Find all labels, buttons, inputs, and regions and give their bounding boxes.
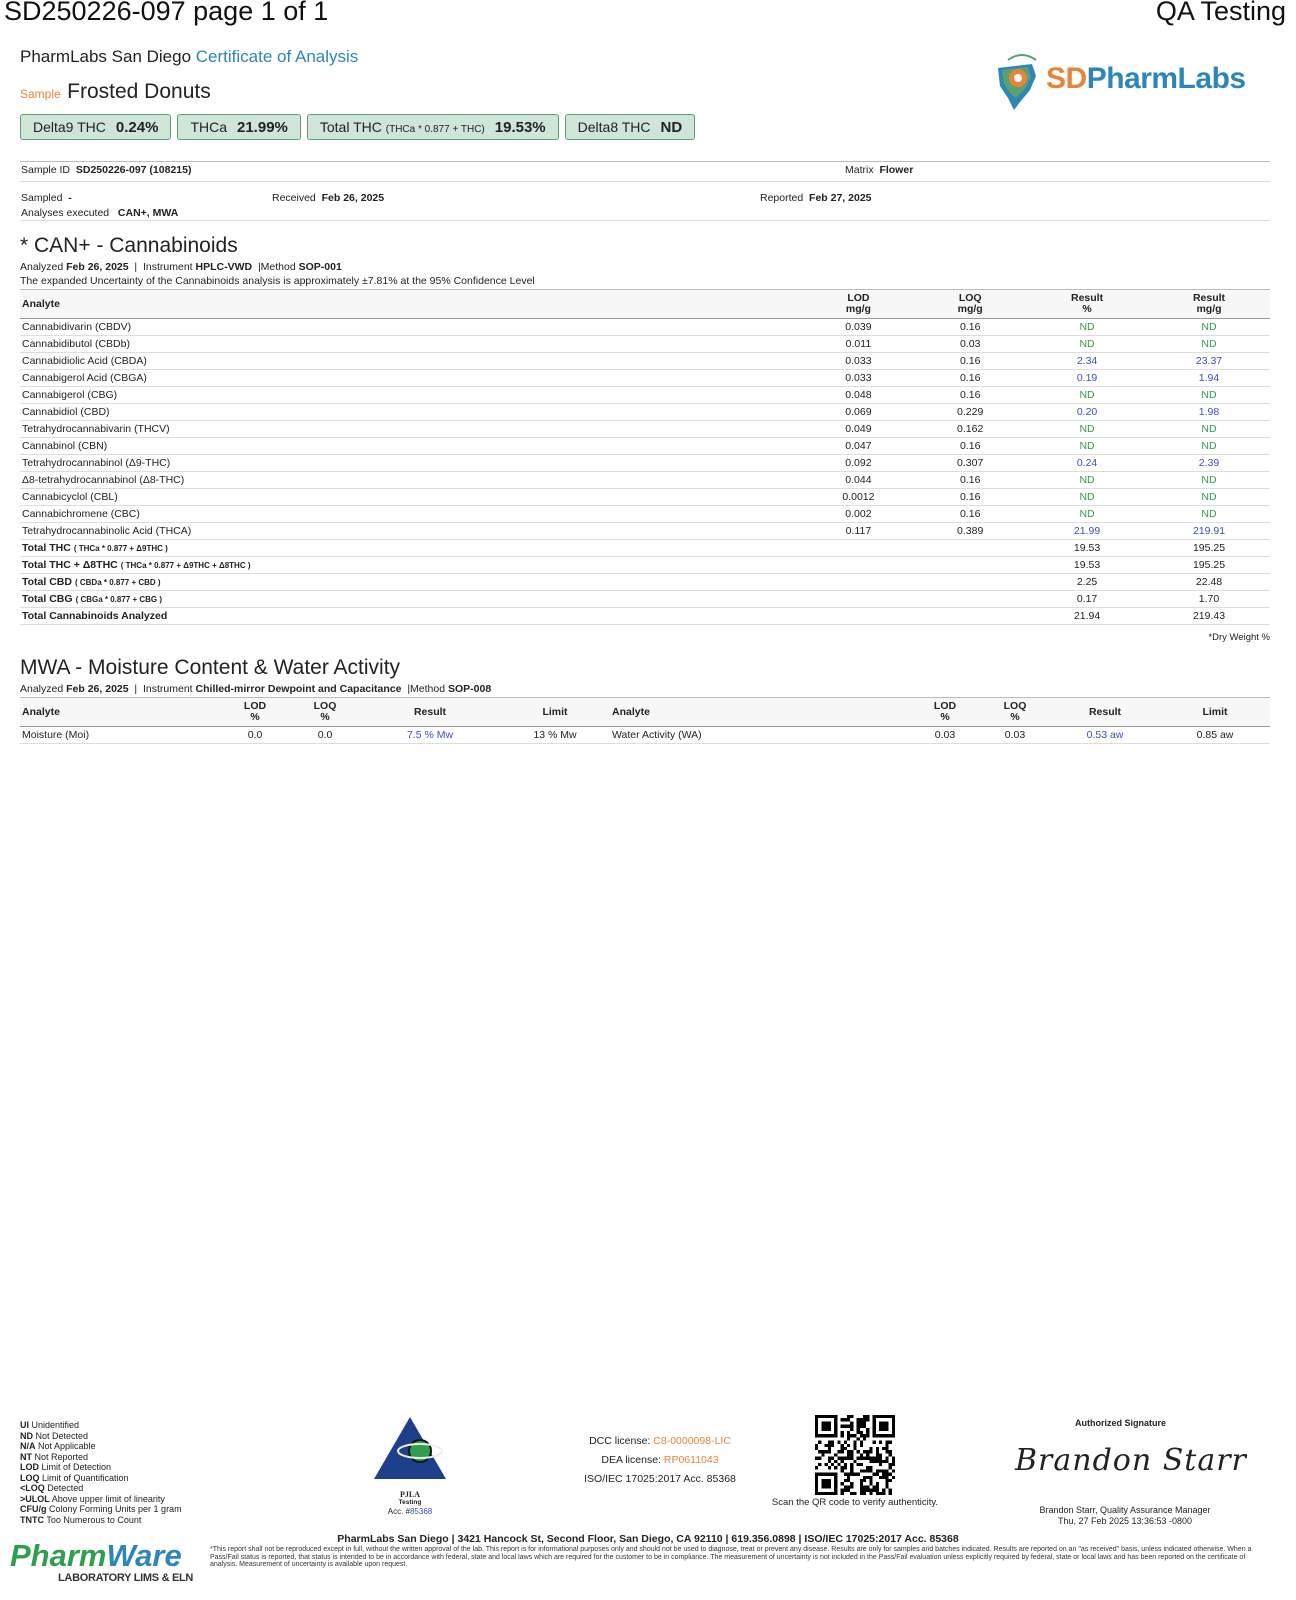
cell-result-pct: ND [1026, 421, 1148, 438]
table-row [20, 472, 1270, 489]
sampled [21, 192, 72, 204]
logo-sd: SD [1046, 62, 1087, 95]
pill-value: 19.53% [494, 118, 546, 136]
cell-lod: 0.048 [803, 387, 915, 404]
signature-label: Authorized Signature [1075, 1418, 1167, 1428]
col-result-label: Result [1192, 292, 1226, 304]
cell-result-mg: 1.98 [1148, 404, 1270, 421]
total-row [20, 574, 1270, 591]
cell-analyte: Cannabichromene (CBC) [20, 506, 803, 523]
sample-id-value: SD250226-097 (108215) [75, 164, 192, 176]
cell-analyte: Tetrahydrocannabinolic Acid (THCA) [20, 523, 803, 540]
california-logo-icon [988, 50, 1052, 114]
analyses-value: CAN+, MWA [117, 207, 179, 219]
legend-abbr: UI [20, 1420, 29, 1430]
cell-loq: 0.03 [914, 336, 1026, 353]
cell-total-analyte [20, 557, 803, 574]
cell-result-pct: ND [1026, 438, 1148, 455]
cell-analyte: Cannabicyclol (CBL) [20, 489, 803, 506]
table-header-row [20, 290, 1270, 319]
pjla-acc-value: 85368 [409, 1507, 433, 1516]
table-row [20, 404, 1270, 421]
table-row [20, 523, 1270, 540]
cell-result-pct: 19.53 [1026, 540, 1148, 557]
cell-loq: 0.16 [914, 353, 1026, 370]
legend-abbr: LOQ [20, 1472, 40, 1483]
analyses-label: Analyses executed [21, 207, 110, 219]
pill-value: 21.99% [237, 118, 288, 136]
cell-analyte: Cannabidiol (CBD) [20, 404, 803, 421]
table-row [20, 455, 1270, 472]
cell-result-pct: 2.34 [1026, 353, 1148, 370]
sampled-value: - [68, 192, 72, 204]
cell-lod: 0.044 [803, 472, 915, 489]
matrix-label: Matrix [845, 164, 874, 176]
uncertainty-note: The expanded Uncertainty of the Cannabinoids analysis is approximately ±7.81% at the 95% Confidence Level [20, 275, 535, 287]
moisture-limit: 13 % Mw [500, 727, 610, 744]
cell-empty [803, 591, 915, 608]
divider [20, 161, 1270, 162]
cell-result-pct: 0.20 [1026, 404, 1148, 421]
table-row [20, 489, 1270, 506]
section-title-moisture: MWA - Moisture Content & Water Activity [20, 656, 401, 679]
analyzed-value: Feb 26, 2025 [66, 683, 129, 695]
total-label: Total CBD [22, 576, 72, 588]
cell-empty [803, 540, 915, 557]
cell-analyte: Cannabigerol (CBG) [20, 387, 803, 404]
instrument-value: HPLC-VWD [195, 261, 253, 273]
brand-ware: Ware [106, 1538, 182, 1573]
cell-empty [914, 591, 1026, 608]
cell-total-analyte [20, 608, 803, 625]
legend-item [20, 1431, 182, 1442]
table-row [20, 370, 1270, 387]
cell-result-mg: 195.25 [1148, 540, 1270, 557]
cell-result-mg: ND [1148, 438, 1270, 455]
legend-desc: Above upper limit of linearity [51, 1493, 165, 1504]
legend-item [20, 1473, 182, 1484]
cell-empty [803, 557, 915, 574]
cell-result-pct: 21.99 [1026, 523, 1148, 540]
table-row [20, 353, 1270, 370]
cell-lod: 0.117 [803, 523, 915, 540]
cell-lod: 0.069 [803, 404, 915, 421]
summary-pills [20, 114, 695, 140]
cell-loq: 0.16 [914, 489, 1026, 506]
dea-license [560, 1451, 760, 1470]
cell-result-pct: ND [1026, 489, 1148, 506]
col-loq-label: LOQ [958, 292, 982, 304]
dcc-label: DCC license: [589, 1435, 651, 1447]
section-title-cannabinoids: * CAN+ - Cannabinoids [20, 234, 238, 257]
doc-title: Certificate of Analysis [195, 47, 359, 66]
lab-name: PharmLabs San Diego [20, 47, 192, 66]
cell-lod: 0.039 [803, 319, 915, 336]
col-lod [803, 290, 915, 319]
cell-loq: 0.16 [914, 438, 1026, 455]
cell-result-pct: 19.53 [1026, 557, 1148, 574]
reported-label: Reported [760, 192, 804, 204]
cell-result-pct: 0.17 [1026, 591, 1148, 608]
table-row [20, 421, 1270, 438]
col-lod-unit: mg/g [845, 303, 871, 315]
col-lod-label: LOD [933, 700, 957, 712]
total-row [20, 608, 1270, 625]
instrument-label: Instrument [143, 261, 193, 273]
col-unit: % [320, 711, 330, 723]
cell-result-mg: ND [1148, 387, 1270, 404]
sample-id [21, 164, 191, 176]
table-row [20, 319, 1270, 336]
matrix [845, 164, 913, 176]
col-analyte: Analyte [20, 290, 803, 319]
col-lod-label: LOD [847, 292, 870, 304]
cell-empty [914, 540, 1026, 557]
legend-item [20, 1452, 182, 1463]
col-loq [290, 698, 360, 727]
col-result-label: Result [1071, 292, 1104, 304]
total-formula: ( CBDa * 0.877 + CBD ) [74, 578, 161, 587]
cell-result-mg: 23.37 [1148, 353, 1270, 370]
cell-result-pct: ND [1026, 336, 1148, 353]
cell-empty [914, 574, 1026, 591]
table-row [20, 506, 1270, 523]
col-result-mg [1148, 290, 1270, 319]
total-label: Total THC [22, 542, 71, 554]
cell-loq: 0.16 [914, 506, 1026, 523]
cell-loq: 0.389 [914, 523, 1026, 540]
water-activity-loq: 0.03 [980, 727, 1050, 744]
matrix-value: Flower [879, 164, 914, 176]
sdpharmlabs-logo [988, 50, 1268, 116]
cell-result-pct: 0.24 [1026, 455, 1148, 472]
legend-item [20, 1483, 182, 1494]
dcc-value: C8-0000098-LIC [653, 1435, 731, 1447]
legend-item [20, 1494, 182, 1505]
cell-loq: 0.16 [914, 387, 1026, 404]
table-row [20, 336, 1270, 353]
moisture-table [20, 697, 1270, 744]
signature-script: Brandon Starr [1015, 1443, 1247, 1478]
legend-abbr: TNTC [20, 1514, 44, 1525]
method-value: SOP-008 [448, 683, 492, 695]
cell-result-mg: 2.39 [1148, 455, 1270, 472]
signature-date: Thu, 27 Feb 2025 13:36:53 -0800 [1057, 1516, 1193, 1526]
col-limit: Limit [500, 698, 610, 727]
pjla-sub: Testing [398, 1499, 422, 1506]
col-lod-label: LOD [243, 700, 267, 712]
qr-code-icon [815, 1415, 895, 1495]
pill-formula: (THCa * 0.877 + THC) [385, 124, 485, 135]
cell-lod: 0.049 [803, 421, 915, 438]
col-loq [914, 290, 1026, 319]
pjla-name: PJLA [400, 1490, 420, 1499]
footer-address: PharmLabs San Diego | 3421 Hancock St, Second Floor, San Diego, CA 92110 | 619.356.0898 | ISO/IEC 17025:2017 Acc. 85368 [337, 1533, 959, 1545]
abbreviation-legend [20, 1420, 182, 1525]
received-label: Received [272, 192, 316, 204]
cell-empty [914, 557, 1026, 574]
col-unit: % [1010, 711, 1020, 723]
legend-desc: Too Numerous to Count [46, 1514, 142, 1525]
cell-result-pct: ND [1026, 472, 1148, 489]
cell-result-pct: ND [1026, 387, 1148, 404]
cell-result-pct: ND [1026, 319, 1148, 336]
received [272, 192, 384, 204]
legend-abbr: >ULOL [20, 1493, 50, 1504]
analyzed-label: Analyzed [20, 683, 64, 695]
cannabinoids-table [20, 289, 1270, 625]
cell-loq: 0.16 [914, 370, 1026, 387]
analyzed-value: Feb 26, 2025 [66, 261, 129, 273]
cell-lod: 0.011 [803, 336, 915, 353]
cell-result-pct: 21.94 [1026, 608, 1148, 625]
method-label: Method [410, 683, 446, 695]
cell-loq: 0.229 [914, 404, 1026, 421]
col-unit: % [940, 711, 950, 723]
col-result: Result [360, 698, 500, 727]
cell-analyte: Cannabidiolic Acid (CBDA) [20, 353, 803, 370]
legend-abbr: NT [20, 1451, 32, 1462]
cell-result-mg: 1.70 [1148, 591, 1270, 608]
cell-lod: 0.047 [803, 438, 915, 455]
col-limit: Limit [1160, 698, 1270, 727]
total-formula: ( THCa * 0.877 + Δ9THC ) [73, 544, 168, 553]
cell-result-pct: 0.19 [1026, 370, 1148, 387]
col-result-unit: mg/g [1196, 303, 1222, 315]
water-activity-lod: 0.03 [910, 727, 980, 744]
water-activity-analyte: Water Activity (WA) [610, 727, 910, 744]
disclaimer: *This report shall not be reproduced except in full, without the written approval of the lab. This report is for informational purposes only and should not be used to diagnose, treat or prevent any disease. Results are only for samples and batches indicated. Results are reported on an "as received" basis, unless indicated otherwise. When a Pass/Fail status is reported, that status is intended to be in accordance with federal, state and local laws which are required for the customer to be in compliance. The measurement of uncertainty is not included in the Pass/Fail evaluation unless explicitly required by federal, state or local laws and has been reported on the certificate of analysis. Measurement of uncertainty is available upon request. [210, 1546, 1252, 1568]
method-value: SOP-001 [298, 261, 342, 273]
cell-result-mg: 1.94 [1148, 370, 1270, 387]
iso-accreditation: ISO/IEC 17025:2017 Acc. 85368 [584, 1473, 736, 1485]
received-value: Feb 26, 2025 [321, 192, 385, 204]
legend-desc: Detected [47, 1483, 84, 1493]
dry-weight-note: *Dry Weight % [1208, 632, 1270, 643]
legend-abbr: <LOQ [20, 1483, 45, 1493]
cell-result-mg: ND [1148, 472, 1270, 489]
cell-result-mg: ND [1148, 319, 1270, 336]
cell-result-mg: ND [1148, 506, 1270, 523]
pill-label: Delta9 THC [33, 119, 106, 135]
pill-thca [177, 114, 300, 140]
pill-value: 0.24% [115, 118, 159, 136]
pharmware-logo [10, 1540, 193, 1584]
cell-result-pct: ND [1026, 506, 1148, 523]
sample-heading [20, 80, 211, 104]
cell-result-mg: 195.25 [1148, 557, 1270, 574]
cell-lod: 0.092 [803, 455, 915, 472]
logo-wordmark [1046, 62, 1246, 96]
total-row [20, 557, 1270, 574]
pill-delta9 [20, 114, 171, 140]
cell-result-mg: ND [1148, 421, 1270, 438]
table-row [20, 387, 1270, 404]
water-activity-limit: 0.85 aw [1160, 727, 1270, 744]
logo-pharmlabs: PharmLabs [1086, 62, 1246, 95]
analyzed-label: Analyzed [20, 261, 64, 273]
cell-loq: 0.307 [914, 455, 1026, 472]
total-formula: ( THCa * 0.877 + Δ9THC + Δ8THC ) [120, 561, 251, 570]
legend-abbr: ND [20, 1430, 33, 1441]
licenses [560, 1432, 760, 1489]
sample-id-label: Sample ID [21, 164, 71, 176]
pill-value: ND [660, 118, 683, 136]
pharmware-wordmark [10, 1540, 193, 1572]
total-row [20, 591, 1270, 608]
signatory [1000, 1505, 1250, 1527]
instrument-value: Chilled-mirror Dewpoint and Capacitance [195, 683, 402, 695]
cell-analyte: Cannabigerol Acid (CBGA) [20, 370, 803, 387]
pill-label-text: Total THC [319, 119, 382, 135]
water-activity-result: 0.53 aw [1050, 727, 1160, 744]
instrument-label: Instrument [143, 683, 193, 695]
pill-delta8 [565, 114, 696, 140]
total-label: Total THC + Δ8THC [22, 559, 118, 571]
cell-total-analyte [20, 591, 803, 608]
can-analysis-info: Analyzed Feb 26, 2025 | Instrument HPLC-VWD |Method SOP-001 [20, 261, 342, 273]
cell-empty [914, 608, 1026, 625]
cell-result-mg: 22.48 [1148, 574, 1270, 591]
col-result-pct [1026, 290, 1148, 319]
col-loq-label: LOQ [1003, 700, 1027, 712]
analyses-executed [21, 207, 178, 219]
legend-desc: Not Reported [34, 1451, 89, 1462]
cell-result-mg: ND [1148, 336, 1270, 353]
divider [20, 181, 1270, 182]
legend-abbr: LOD [20, 1462, 39, 1472]
col-lod [220, 698, 290, 727]
pill-label: Delta8 THC [577, 119, 651, 135]
moisture-result: 7.5 % Mw [360, 727, 500, 744]
pill-total-thc [307, 114, 559, 140]
total-row [20, 540, 1270, 557]
legend-desc: Unidentified [31, 1420, 80, 1430]
dcc-license [560, 1432, 760, 1451]
cell-lod: 0.033 [803, 370, 915, 387]
legend-desc: Not Applicable [38, 1441, 96, 1451]
pill-label: THCa [190, 119, 227, 135]
cell-total-analyte [20, 574, 803, 591]
legend-desc: Limit of Detection [41, 1462, 112, 1472]
col-result: Result [1050, 698, 1160, 727]
legend-item [20, 1515, 182, 1526]
cell-analyte: Cannabinol (CBN) [20, 438, 803, 455]
method-label: Method [260, 261, 296, 273]
qr-code[interactable] [815, 1415, 895, 1495]
legend-item [20, 1420, 182, 1431]
sample-name: Frosted Donuts [67, 80, 211, 103]
sample-label: Sample [20, 87, 61, 101]
legend-desc: Not Detected [35, 1430, 89, 1441]
cell-result-pct: 2.25 [1026, 574, 1148, 591]
dea-value: RP0611043 [663, 1454, 719, 1466]
table-row [20, 438, 1270, 455]
cell-loq: 0.16 [914, 472, 1026, 489]
legend-abbr: CFU/g [20, 1504, 47, 1514]
legend-item [20, 1504, 182, 1515]
cell-result-mg: 219.43 [1148, 608, 1270, 625]
cell-lod: 0.002 [803, 506, 915, 523]
cell-empty [803, 608, 915, 625]
reported [760, 192, 872, 204]
col-loq-label: LOQ [313, 700, 337, 712]
pjla-acc-label: Acc. # [387, 1507, 410, 1516]
signatory-name: Brandon Starr, Quality Assurance Manager [1039, 1505, 1211, 1515]
cell-loq: 0.16 [914, 319, 1026, 336]
cell-empty [803, 574, 915, 591]
total-formula: ( CBGa * 0.877 + CBG ) [75, 595, 163, 604]
cell-analyte: Tetrahydrocannabivarin (THCV) [20, 421, 803, 438]
moisture-analyte: Moisture (Moi) [20, 727, 220, 744]
cell-lod: 0.0012 [803, 489, 915, 506]
lab-heading [20, 47, 358, 67]
table-header-row [20, 698, 1270, 727]
pjla-badge [370, 1415, 450, 1517]
report-id: SD250226-097 page 1 of 1 [4, 0, 329, 26]
pjla-acc [370, 1507, 450, 1517]
table-row [20, 727, 1270, 744]
sampled-label: Sampled [21, 192, 63, 204]
qr-caption: Scan the QR code to verify authenticity. [771, 1497, 939, 1508]
total-label: Total CBG [22, 593, 73, 605]
moisture-loq: 0.0 [290, 727, 360, 744]
moisture-lod: 0.0 [220, 727, 290, 744]
cell-result-mg: ND [1148, 489, 1270, 506]
pill-label [320, 119, 485, 135]
col-loq [980, 698, 1050, 727]
col-analyte: Analyte [20, 698, 220, 727]
pharmware-sub: LABORATORY LIMS & ELN [58, 1572, 194, 1584]
col-result-unit: % [1082, 303, 1092, 315]
cell-result-mg: 219.91 [1148, 523, 1270, 540]
reported-value: Feb 27, 2025 [809, 192, 872, 204]
legend-item [20, 1462, 182, 1473]
cell-loq: 0.162 [914, 421, 1026, 438]
dea-label: DEA license: [601, 1454, 661, 1466]
divider [20, 220, 1270, 221]
cell-total-analyte [20, 540, 803, 557]
cell-lod: 0.033 [803, 353, 915, 370]
cell-analyte: Cannabidivarin (CBDV) [20, 319, 803, 336]
total-label: Total Cannabinoids Analyzed [22, 610, 168, 622]
cell-analyte: Tetrahydrocannabinol (Δ9-THC) [20, 455, 803, 472]
cell-analyte: Δ8-tetrahydrocannabinol (Δ8-THC) [20, 472, 803, 489]
legend-desc: Colony Forming Units per 1 gram [49, 1504, 182, 1514]
legend-item [20, 1441, 182, 1452]
brand-pharm: Pharm [10, 1538, 107, 1573]
col-loq-unit: mg/g [957, 303, 983, 315]
col-analyte: Analyte [610, 698, 910, 727]
pjla-logo-icon [370, 1415, 450, 1485]
mwa-analysis-info: Analyzed Feb 26, 2025 | Instrument Chilled-mirror Dewpoint and Capacitance |Method SOP-008 [20, 683, 492, 695]
report-type: QA Testing [1155, 0, 1286, 26]
col-unit: % [250, 711, 260, 723]
col-lod [910, 698, 980, 727]
legend-desc: Limit of Quantification [42, 1472, 129, 1483]
cell-analyte: Cannabidibutol (CBDb) [20, 336, 803, 353]
legend-abbr: N/A [20, 1441, 36, 1451]
